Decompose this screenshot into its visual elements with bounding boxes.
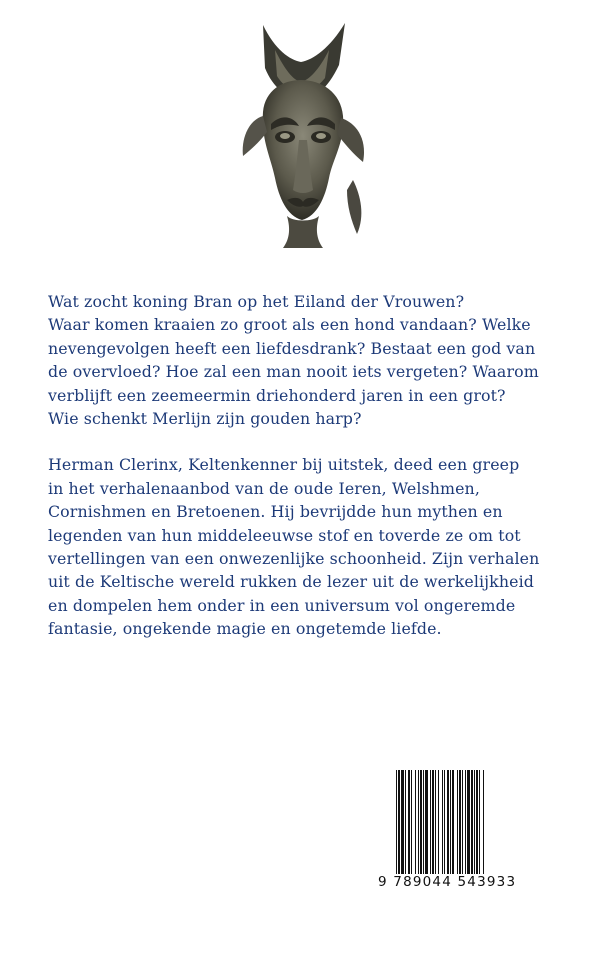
barcode-bar (432, 770, 434, 874)
back-cover-blurb (48, 290, 578, 641)
barcode-bar (450, 770, 451, 874)
barcode-bar (411, 770, 412, 874)
barcode-bar (430, 770, 431, 874)
barcode-bar (471, 770, 473, 874)
barcode-bar (442, 770, 443, 874)
barcode-bar (405, 770, 406, 874)
barcode-bar (444, 770, 445, 874)
barcode-bar (479, 770, 480, 874)
barcode-bar (396, 770, 397, 874)
barcode-bar (438, 770, 439, 874)
barcode-bar (401, 770, 404, 874)
barcode-bar (474, 770, 475, 874)
barcode-bar (423, 770, 424, 874)
blurb-paragraph-description: Herman Clerinx, Keltenkenner bij uitstek, deed een greep in het verhalenaanbod van de oude Ieren, Welshmen, Cornishmen en Bretoenen. Hij bevrijdde hun mythen en legenden van hun middeleeuwse stof en toverde ze om tot vertellingen van een onwezenlijke schoonheid. Zijn verhalen uit de Keltische wereld rukken de lezer uit de werkelijkheid en dompelen hem onder in een universum vol ongeremde fantasie, ongekende magie en ongetemde liefde. (48, 455, 540, 639)
barcode-bar (420, 770, 422, 874)
barcode-bar (415, 770, 416, 874)
barcode-bar (425, 770, 428, 874)
isbn-number: 9 789044 543933 (378, 874, 517, 890)
barcode-bar (418, 770, 419, 874)
isbn-barcode (396, 770, 518, 874)
barcode-bar (452, 770, 454, 874)
barcode-bar (408, 770, 410, 874)
bronze-celtic-head-image (235, 20, 370, 248)
barcode-bar (398, 770, 400, 874)
barcode-bar (467, 770, 470, 874)
blurb-paragraph-questions: Wat zocht koning Bran op het Eiland der Vrouwen? Waar komen kraaien zo groot als een hond vandaan? Welke nevengevolgen heeft een liefdesdrank? Bestaat een god van de overvloed? Hoe zal een man nooit iets vergeten? Waarom verblijft een zeemeermin driehonderd jaren in een grot? Wie schenkt Merlijn zijn gouden harp? (48, 292, 539, 429)
barcode-bar (476, 770, 478, 874)
barcode-bar (483, 770, 484, 874)
barcode-bar (447, 770, 449, 874)
barcode-bar (457, 770, 458, 874)
barcode-bar (435, 770, 436, 874)
barcode-bar (465, 770, 466, 874)
barcode-bar (459, 770, 461, 874)
barcode-bar (462, 770, 463, 874)
